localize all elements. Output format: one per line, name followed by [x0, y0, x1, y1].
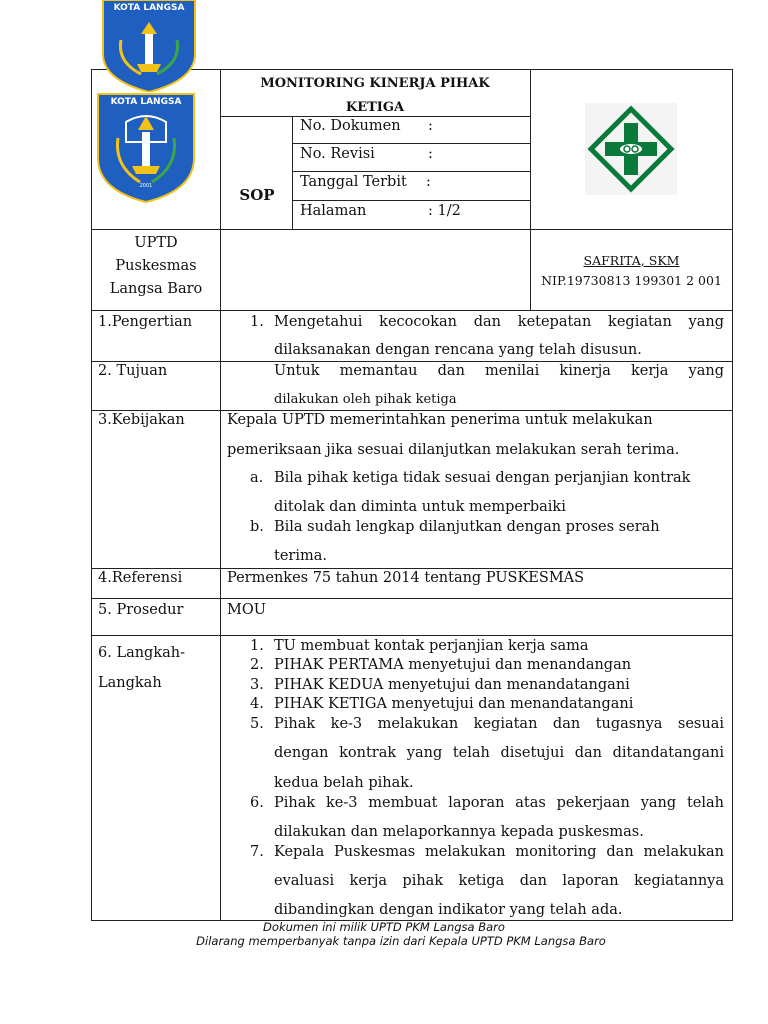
- step-6-line-2: dilakukan dan melaporkannya kepada puskesmas.: [274, 824, 644, 840]
- step-6-line-1: Pihak ke-3 membuat laporan atas pekerjaan yang telah: [274, 795, 724, 811]
- sop-label: SOP: [239, 186, 275, 204]
- pengertian-line-1: Mengetahui kecocokan dan ketepatan kegiatan yang: [274, 314, 724, 330]
- footer-ownership: Dokumen ini milik UPTD PKM Langsa Baro: [263, 920, 505, 934]
- label-kebijakan: 3.Kebijakan: [98, 412, 185, 428]
- city-logo-main: [96, 92, 196, 204]
- step-5-line-2: dengan kontrak yang telah disetujui dan ditandatangani: [274, 745, 724, 761]
- kebijakan-b-line-2: terima.: [274, 548, 327, 564]
- unit-line-1: UPTD: [134, 235, 178, 251]
- puskesmas-logo: [585, 103, 677, 195]
- footer-notice: Dilarang memperbanyak tanpa izin dari Kepala UPTD PKM Langsa Baro: [196, 934, 606, 948]
- label-langkah: [98, 638, 185, 698]
- doc-field-label: No. Revisi: [300, 146, 375, 162]
- label-langkah-line-2: Langkah: [98, 675, 162, 691]
- doc-field-halaman: [300, 203, 461, 219]
- signer-name: SAFRITA, SKM: [583, 253, 680, 268]
- signer-block: [531, 251, 732, 291]
- step-num: 5.: [250, 716, 264, 732]
- tujuan-line-2: dilakukan oleh pihak ketiga: [274, 392, 457, 407]
- doc-field-value: : 1/2: [428, 203, 461, 219]
- step-4: PIHAK KETIGA menyetujui dan menandatangani: [274, 696, 634, 712]
- kebijakan-line-1: Kepala UPTD memerintahkan penerima untuk melakukan: [227, 412, 653, 428]
- doc-field-label: No. Dokumen: [300, 118, 401, 134]
- step-num: 2.: [250, 657, 264, 673]
- step-7-line-1: Kepala Puskesmas melakukan monitoring dan melakukan: [274, 844, 724, 860]
- referensi-text: Permenkes 75 tahun 2014 tentang PUSKESMAS: [227, 570, 585, 586]
- step-5-line-3: kedua belah pihak.: [274, 775, 414, 791]
- unit-line-2: Puskesmas: [115, 258, 197, 274]
- kebijakan-a-line-2: ditolak dan diminta untuk memperbaiki: [274, 499, 566, 515]
- label-pengertian: 1.Pengertian: [98, 314, 193, 330]
- doc-field-value: :: [428, 118, 433, 134]
- step-num: 4.: [250, 696, 264, 712]
- step-7-line-3: dibandingkan dengan indikator yang telah ada.: [274, 902, 623, 918]
- city-logo-top: [101, 0, 197, 92]
- label-prosedur: 5. Prosedur: [98, 602, 184, 618]
- step-1: TU membuat kontak perjanjian kerja sama: [274, 638, 589, 654]
- doc-field-label: Tanggal Terbit: [300, 174, 407, 190]
- tujuan-line-1: Untuk memantau dan menilai kinerja kerja yang: [274, 363, 724, 379]
- step-2: PIHAK PERTAMA menyetujui dan menandangan: [274, 657, 632, 673]
- kebijakan-a-mark: a.: [250, 470, 264, 486]
- label-langkah-line-1: 6. Langkah-: [98, 645, 186, 661]
- sop-title: [222, 72, 528, 120]
- logo-city-text: KOTA LANGSA: [113, 3, 185, 13]
- doc-field-tanggal-terbit: [300, 174, 431, 190]
- signer-nip: NIP.19730813 199301 2 001: [541, 273, 722, 288]
- step-num: 3.: [250, 677, 264, 693]
- prosedur-text: MOU: [227, 602, 266, 618]
- step-num: 1.: [250, 638, 264, 654]
- doc-field-value: :: [428, 146, 433, 162]
- step-num: 6.: [250, 795, 264, 811]
- kebijakan-line-2: pemeriksaan jika sesuai dilanjutkan melakukan serah terima.: [227, 442, 680, 458]
- title-line-2: KETIGA: [345, 100, 405, 115]
- pengertian-line-2: dilaksanakan dengan rencana yang telah disusun.: [274, 342, 642, 358]
- logo-city-text: KOTA LANGSA: [110, 97, 182, 107]
- step-5-line-1: Pihak ke-3 melakukan kegiatan dan tugasnya sesuai: [274, 716, 724, 732]
- title-line-1: MONITORING KINERJA PIHAK: [260, 76, 490, 91]
- label-referensi: 4.Referensi: [98, 570, 183, 586]
- label-tujuan: 2. Tujuan: [98, 363, 168, 379]
- kebijakan-b-mark: b.: [250, 519, 264, 535]
- doc-field-no-dokumen: [300, 118, 433, 134]
- pengertian-num: 1.: [250, 314, 264, 330]
- kebijakan-b-line-1: Bila sudah lengkap dilanjutkan dengan proses serah: [274, 519, 660, 535]
- logo-year: 2001: [139, 183, 153, 189]
- unit-name: [92, 232, 220, 301]
- step-num: 7.: [250, 844, 264, 860]
- unit-line-3: Langsa Baro: [109, 281, 203, 297]
- step-3: PIHAK KEDUA menyetujui dan menandatangani: [274, 677, 630, 693]
- step-7-line-2: evaluasi kerja pihak ketiga dan laporan kegiatannya: [274, 873, 724, 889]
- doc-field-label: Halaman: [300, 203, 367, 219]
- doc-field-no-revisi: [300, 146, 433, 162]
- kebijakan-a-line-1: Bila pihak ketiga tidak sesuai dengan perjanjian kontrak: [274, 470, 691, 486]
- doc-field-value: :: [426, 174, 431, 190]
